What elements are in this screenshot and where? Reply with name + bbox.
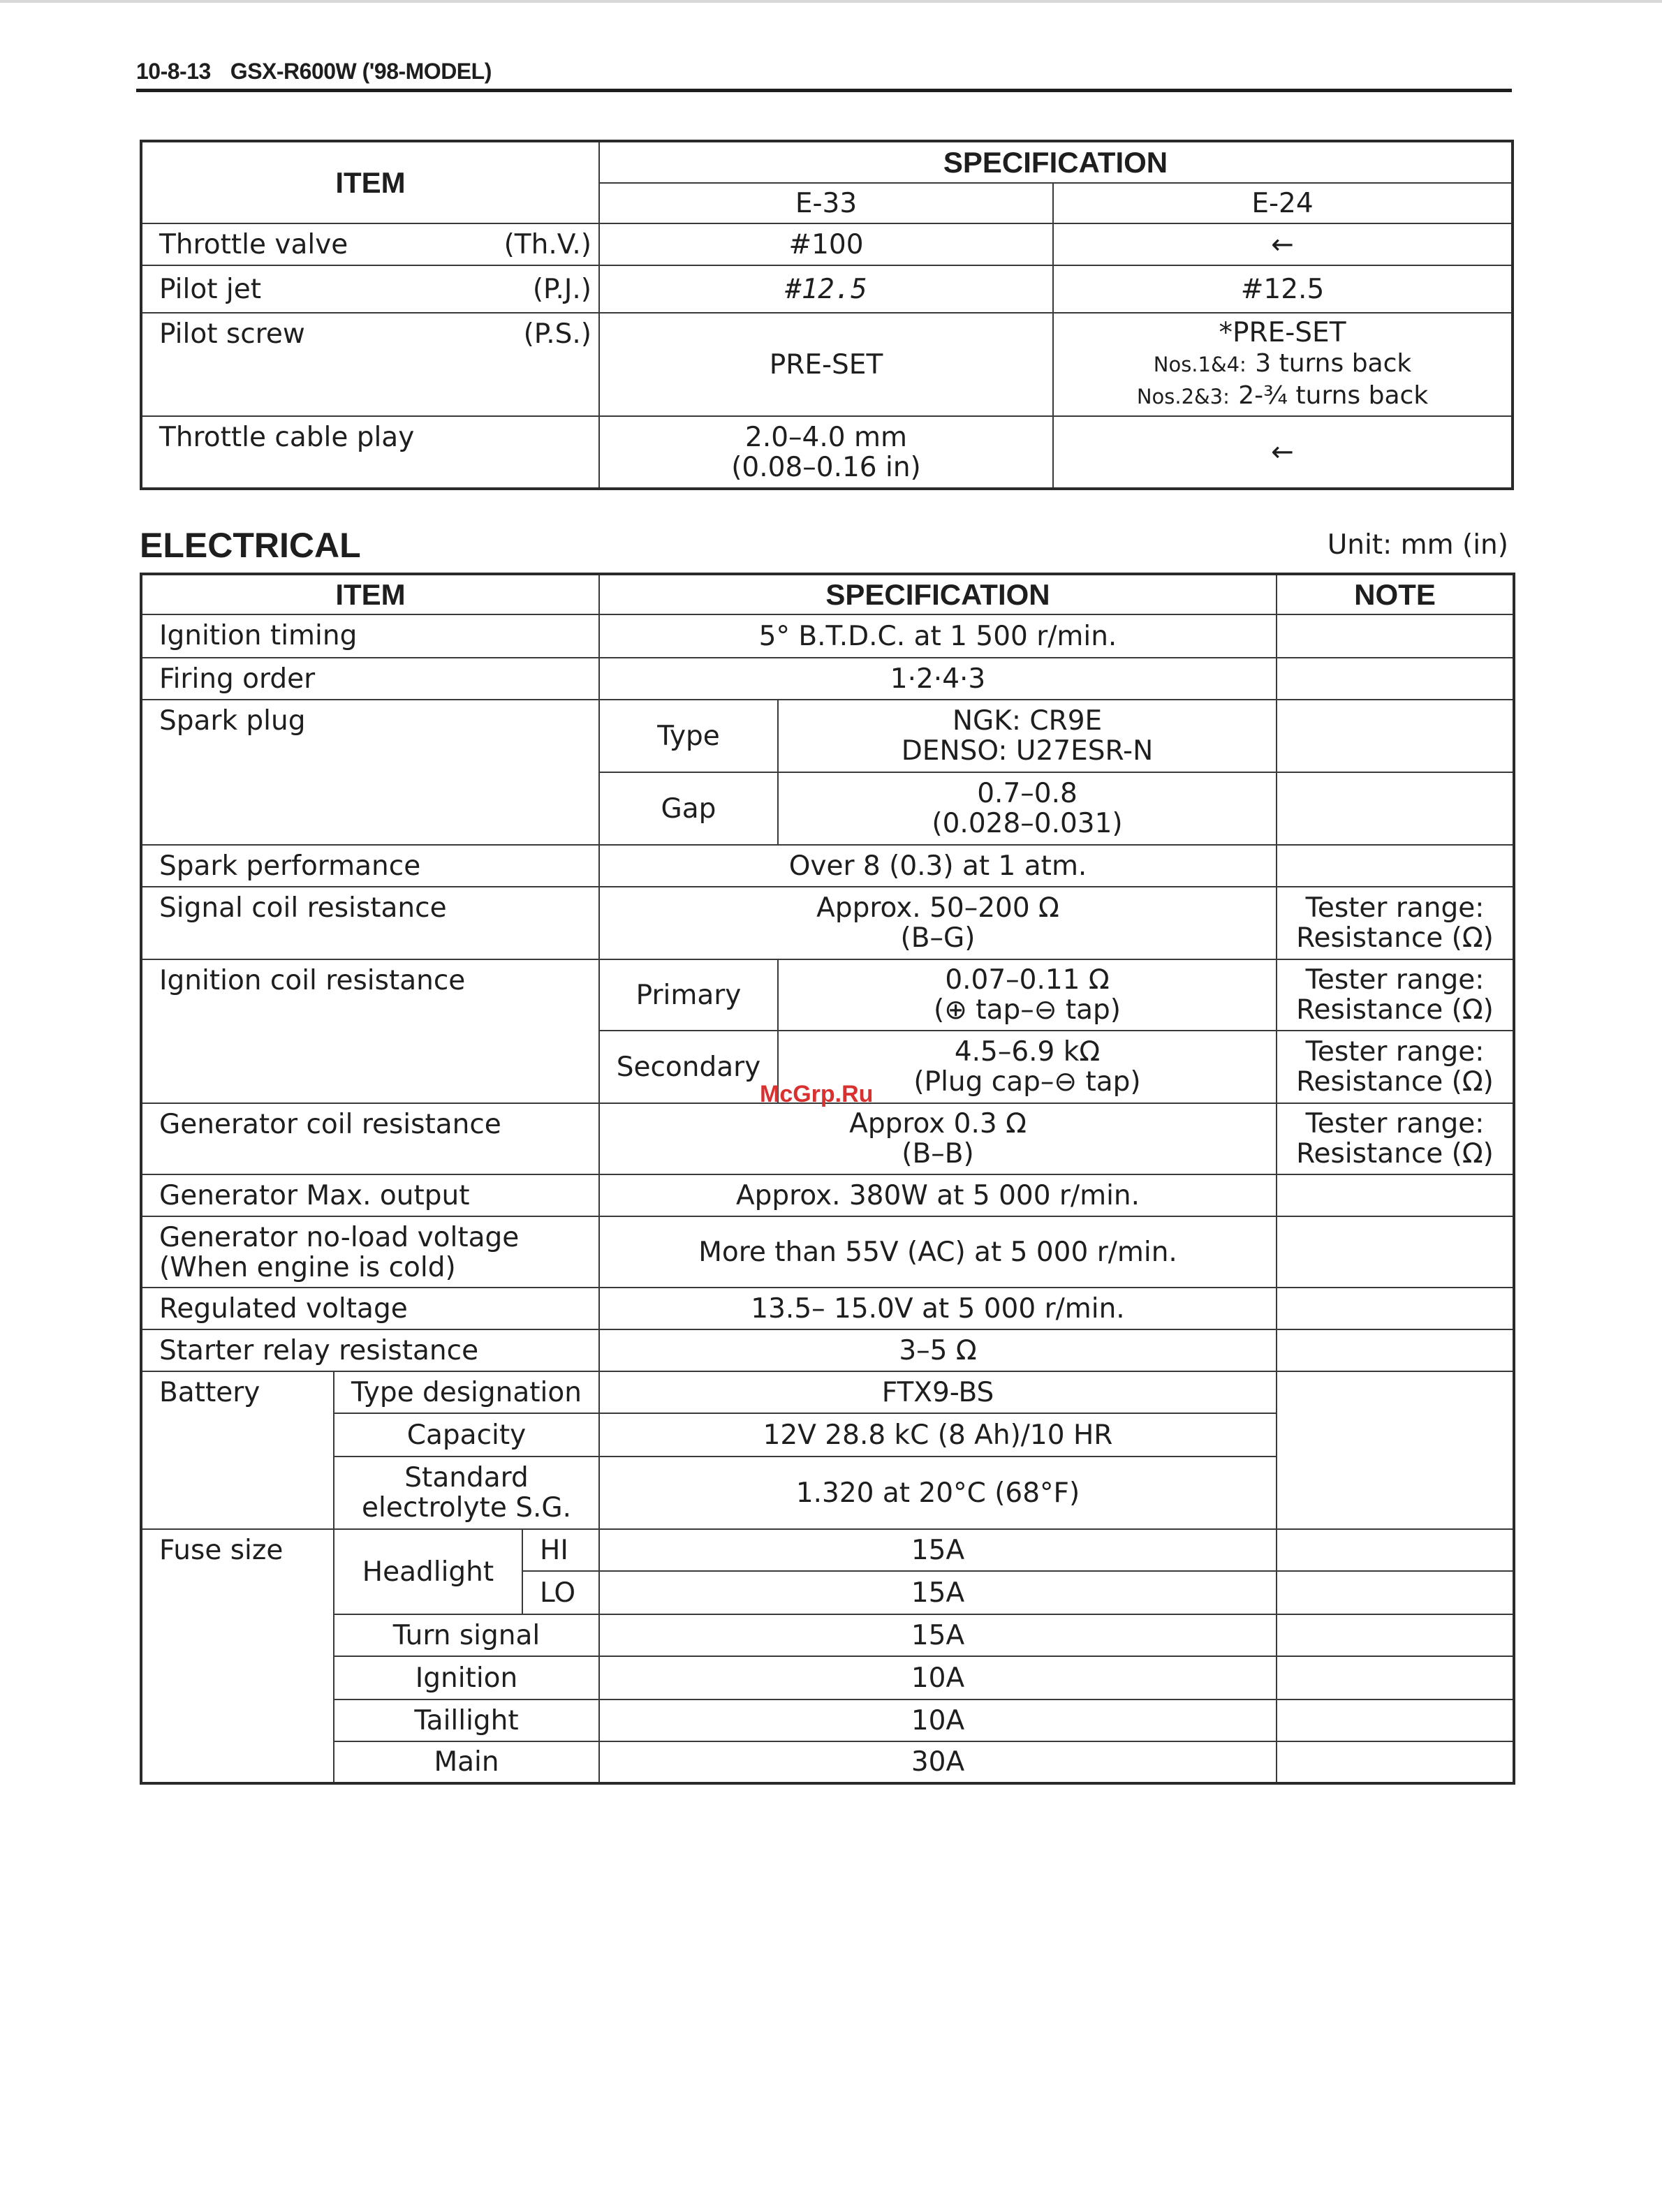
note-cell: Tester range: Resistance (Ω) [1277,1031,1514,1103]
item-header: ITEM [141,141,599,223]
note-cell [1277,772,1514,845]
spec-value: 15A [599,1571,1277,1614]
item-label: Generator coil resistance [141,1103,599,1174]
table-row [141,1529,1514,1571]
note-cell [1277,1741,1514,1783]
spec-value: 3–5 Ω [599,1329,1277,1371]
table-row [141,614,1514,658]
item-label: Signal coil resistance [141,887,599,959]
sub-label: Secondary [599,1031,778,1103]
page-number: 10-8-13 [136,59,211,84]
e33-value: #12.5 [599,265,1053,313]
item-label: Battery [141,1371,334,1529]
note-cell [1277,1329,1514,1371]
table-row [141,1103,1514,1174]
note-cell [1277,1371,1514,1529]
table-row [141,313,1513,416]
sub-label: Gap [599,772,778,845]
table-row [141,1174,1514,1216]
sub-label: Standard electrolyte S.G. [334,1457,599,1529]
item-label: Ignition timing [141,614,599,658]
spec-value: NGK: CR9E DENSO: U27ESR-N [778,700,1277,772]
note-cell [1277,845,1514,887]
spec-value: 1·2·4·3 [599,658,1277,700]
spec-value: Over 8 (0.3) at 1 atm. [599,845,1277,887]
unit-label: Unit: mm (in) [1327,529,1508,561]
header-rule [136,89,1512,92]
electrical-spec-table [140,573,1515,1785]
item-header: ITEM [141,574,599,614]
spec-value: 15A [599,1529,1277,1571]
table-row [141,1329,1514,1371]
spec-value: 4.5–6.9 kΩ (Plug cap–⊖ tap) [778,1031,1277,1103]
table-row [141,1216,1514,1288]
table-row [141,845,1514,887]
e24-value: #12.5 [1053,265,1513,313]
page-header [136,59,1512,92]
table-row [141,265,1513,313]
item-label: Throttle cable play [159,422,415,453]
e33-value: #100 [599,223,1053,265]
table-row [141,887,1514,959]
item-label: Fuse size [141,1529,334,1783]
note-cell: Tester range: Resistance (Ω) [1277,887,1514,959]
item-abbr: (P.J.) [532,273,591,305]
sub-label: Type designation [334,1371,599,1413]
spec-value: 0.07–0.11 Ω (⊕ tap–⊖ tap) [778,959,1277,1031]
table-row [141,658,1514,700]
table-row [141,1656,1514,1699]
e24-value [1053,313,1513,416]
model-title: GSX-R600W ('98-MODEL) [230,59,492,84]
spec-value: 10A [599,1656,1277,1699]
spec-value: FTX9-BS [599,1371,1277,1413]
preset-label: *PRE-SET [1219,316,1346,348]
sub-label: Taillight [334,1699,599,1741]
note-cell: Tester range: Resistance (Ω) [1277,959,1514,1031]
note-cell [1277,1699,1514,1741]
table-row [141,959,1514,1031]
watermark: McGrp.Ru [760,1081,874,1107]
e24-value: ← [1053,223,1513,265]
item-label: Spark plug [141,700,599,845]
spec-value: 1.320 at 20°C (68°F) [599,1457,1277,1529]
note-cell [1277,1656,1514,1699]
item-label: Spark performance [141,845,599,887]
table-row [141,1288,1514,1329]
note-cell [1277,1614,1514,1656]
sub-label: LO [522,1571,599,1614]
item-label: Pilot jet [159,273,262,305]
note-header: NOTE [1277,574,1514,614]
e33-value: PRE-SET [599,313,1053,416]
sub-label: Main [334,1741,599,1783]
note-cell: Tester range: Resistance (Ω) [1277,1103,1514,1174]
e33-value: 2.0–4.0 mm (0.08–0.16 in) [599,416,1053,489]
carburetor-spec-table [140,140,1514,490]
note-cell [1277,1288,1514,1329]
spec-value: Approx. 380W at 5 000 r/min. [599,1174,1277,1216]
note-cell [1277,614,1514,658]
turns-line-2: Nos.2&3: 2-¾ turns back [1136,381,1429,410]
item-abbr: (P.S.) [523,318,591,350]
item-label: Regulated voltage [141,1288,599,1329]
note-cell [1277,1571,1514,1614]
sub-label: Turn signal [334,1614,599,1656]
item-label: Generator Max. output [141,1174,599,1216]
spec-value: 12V 28.8 kC (8 Ah)/10 HR [599,1413,1277,1457]
note-cell [1277,700,1514,772]
top-edge-line [0,0,1662,3]
spec-value: 13.5– 15.0V at 5 000 r/min. [599,1288,1277,1329]
item-label: Starter relay resistance [141,1329,599,1371]
table-row [141,223,1513,265]
item-label: Throttle valve [159,228,348,260]
item-abbr: (Th.V.) [503,228,591,260]
table-row [141,1741,1514,1783]
sub-label: Capacity [334,1413,599,1457]
spec-value: 15A [599,1614,1277,1656]
sub-label: HI [522,1529,599,1571]
note-cell [1277,1529,1514,1571]
spec-value: Approx. 50–200 Ω (B–G) [599,887,1277,959]
e24-value: ← [1053,416,1513,489]
item-label: Pilot screw [159,318,305,350]
spec-value: 0.7–0.8 (0.028–0.031) [778,772,1277,845]
sub-label: Type [599,700,778,772]
table-row [141,1371,1514,1413]
sub-label: Ignition [334,1656,599,1699]
spec-value: 10A [599,1699,1277,1741]
item-label: Generator no-load voltage (When engine is cold) [141,1216,599,1288]
note-cell [1277,1216,1514,1288]
note-cell [1277,1174,1514,1216]
note-cell [1277,658,1514,700]
item-label: Ignition coil resistance [141,959,599,1103]
spec-value: 5° B.T.D.C. at 1 500 r/min. [599,614,1277,658]
specification-header: SPECIFICATION [599,141,1513,183]
turns-line-1: Nos.1&4: 3 turns back [1153,348,1412,378]
table-row [141,1699,1514,1741]
table-row [141,700,1514,772]
section-title: ELECTRICAL [140,526,361,565]
spec-value: Approx 0.3 Ω (B–B) [599,1103,1277,1174]
specification-header: SPECIFICATION [599,574,1277,614]
sub-label: Primary [599,959,778,1031]
item-label: Firing order [141,658,599,700]
column-e24: E-24 [1053,183,1513,223]
table-row [141,416,1513,489]
table-row [141,1614,1514,1656]
spec-value: More than 55V (AC) at 5 000 r/min. [599,1216,1277,1288]
sub-label: Headlight [334,1529,522,1614]
spec-value: 30A [599,1741,1277,1783]
column-e33: E-33 [599,183,1053,223]
